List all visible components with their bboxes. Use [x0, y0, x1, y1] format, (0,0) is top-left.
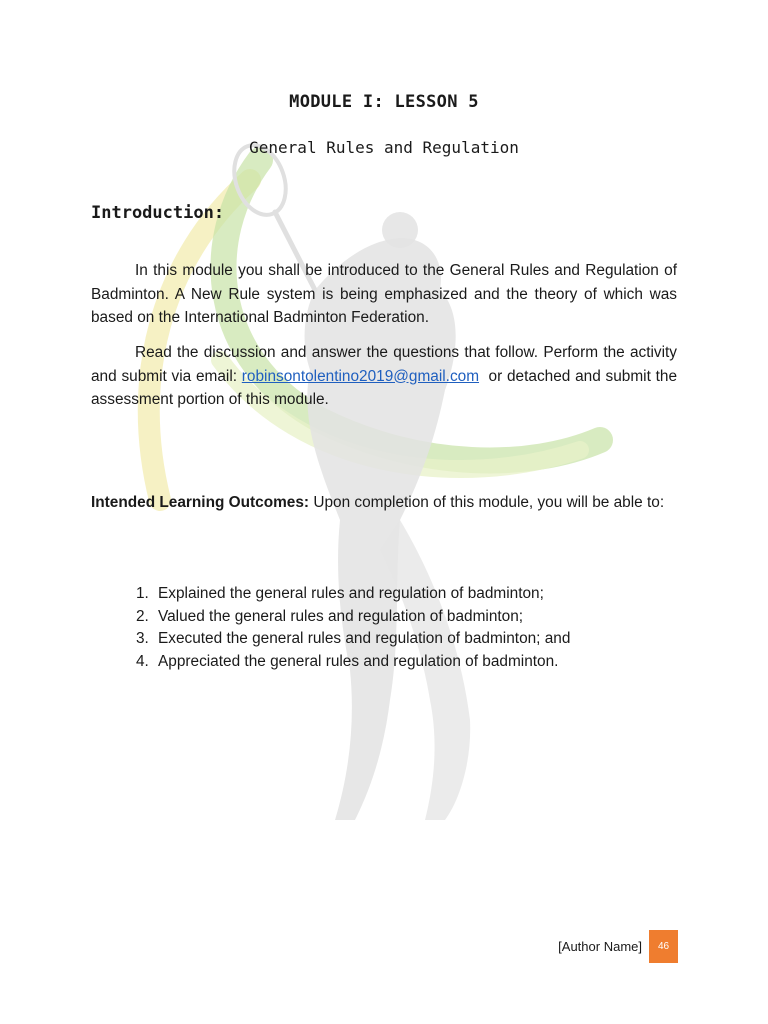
list-item-text: Valued the general rules and regulation of badminton;	[158, 607, 524, 625]
list-item-text: Appreciated the general rules and regulation of badminton.	[158, 652, 559, 670]
list-item-number: 2.	[136, 607, 149, 625]
page-number-badge: 46	[649, 930, 678, 963]
instructions-paragraph	[91, 341, 682, 412]
list-item	[136, 583, 570, 606]
list-item-text: Executed the general rules and regulation of badminton; and	[158, 630, 571, 648]
outcomes-intro-text: Upon completion of this module, you will be able to:	[309, 494, 665, 511]
list-item	[136, 606, 570, 629]
intro-paragraph: In this module you shall be introduced to the General Rules and Regulation of Badminton. A New Rule system is being emphasized and the theory of which was based on the International Badminton Federation.	[91, 262, 677, 326]
intro-heading: Introduction:	[91, 203, 225, 223]
learning-outcomes-intro	[91, 491, 677, 515]
footer-author: [Author Name]	[558, 939, 642, 954]
list-item-number: 4.	[136, 652, 149, 670]
instructions-text: Read the discussion and answer the questions that follow. Perform the activity and submit via email:	[91, 344, 677, 385]
list-item-number: 3.	[136, 630, 149, 648]
list-item	[136, 628, 570, 651]
lesson-subtitle: General Rules and Regulation	[249, 138, 519, 157]
list-item	[136, 651, 570, 674]
outcomes-list	[136, 583, 570, 673]
instructions-tail-text: or detached and submit the assessment portion of this module.	[91, 367, 682, 408]
list-item-number: 1.	[136, 585, 149, 602]
list-item-text: Explained the general rules and regulation of badminton;	[158, 585, 544, 602]
module-title: MODULE I: LESSON 5	[289, 92, 479, 112]
outcomes-label: Intended Learning Outcomes:	[91, 494, 310, 511]
email-link[interactable]: robinsontolentino2019@gmail.com	[241, 367, 480, 385]
